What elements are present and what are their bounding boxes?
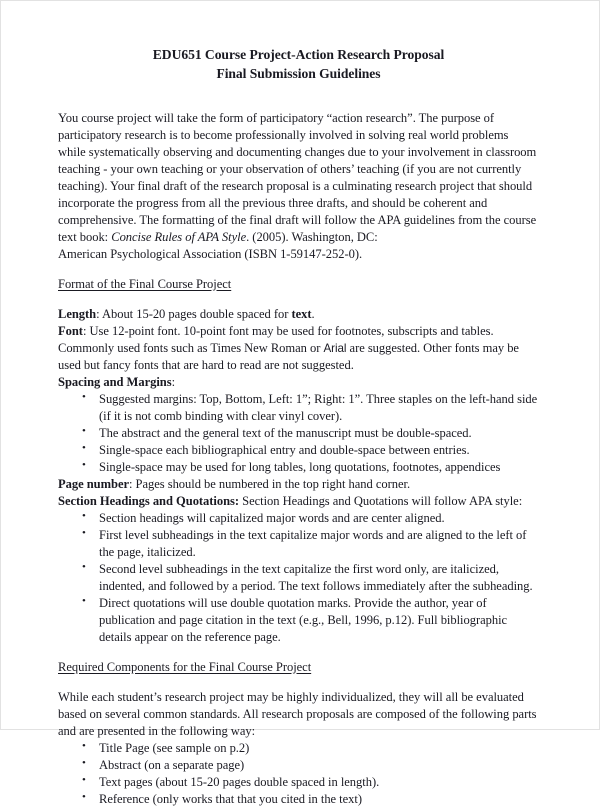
font-text-1: : Use 12-point font. 10-point font may be used for footnotes, subscripts and tables. Commonly used fonts such as Times New Roman or (58, 323, 494, 355)
list-item: • Suggested margins: Top, Bottom, Left: 1”; Right: 1”. Three staples on the left-hand side (if it is not comb binding with clear vinyl cover). (58, 391, 539, 425)
list-item: • Direct quotations will use double quotation marks. Provide the author, year of publication and page citation in the text (e.g., Bell, 1996, p.12). Full bibliographic details appear on the reference page. (58, 595, 539, 646)
length-bold-word: text (291, 306, 312, 321)
page-number-text: : Pages should be numbered in the top right hand corner. (129, 476, 411, 491)
page-title (58, 45, 539, 84)
list-item: • Text pages (about 15-20 pages double spaced in length). (58, 774, 539, 791)
section-headings-list (58, 510, 539, 646)
page-number-line (58, 476, 539, 493)
page-number-label: Page number (58, 476, 130, 491)
spacing-margins-line (58, 374, 539, 391)
spacing-margins-label: Spacing and Margins (58, 374, 172, 389)
section-heading-required-components: Required Components for the Final Course Project (58, 659, 312, 674)
spacer-after-title (58, 84, 539, 110)
document-title-line-2: Final Submission Guidelines (216, 66, 381, 82)
section-headings-label: Section Headings and Quotations: (58, 493, 240, 508)
spacer-before-required-heading (58, 646, 539, 659)
spacer-before-format-heading (58, 263, 539, 276)
list-item: • Single-space may be used for long tables, long quotations, footnotes, appendices (58, 459, 539, 476)
section-headings-line (58, 493, 539, 510)
intro-paragraph-part-2: . (2005). Washington, DC: (246, 229, 378, 244)
spacer-after-format-heading (58, 293, 539, 306)
list-item: • Single-space each bibliographical entry and double-space between entries. (58, 442, 539, 459)
length-text-after: . (311, 306, 315, 321)
book-title-italic: Concise Rules of APA Style (111, 229, 247, 244)
font-label: Font (58, 323, 83, 338)
spacing-margins-colon: : (171, 374, 176, 389)
list-item: • Second level subheadings in the text capitalize the first word only, are italicized, indented, and followed by a period. The text follows immediately after the subheading. (58, 561, 539, 595)
length-line (58, 306, 539, 323)
list-item: • Abstract (on a separate page) (58, 757, 539, 774)
length-text-before: : About 15-20 pages double spaced for (96, 306, 292, 321)
intro-paragraph-part-1: You course project will take the form of participatory “action research”. The purpose of participatory research is to become professionally involved in solving real world problems while systematically observing and documenting changes due to your involvement in classroom teaching - your own teaching or your observation of others’ teaching (if you are not currently teaching). Your final draft of the research proposal is a culminating research project that should incorporate the progress from all the previous three drafts, and should be coherent and comprehensive. The formatting of the final draft will follow the APA guidelines from the course text book: (58, 110, 537, 244)
list-item: • First level subheadings in the text capitalize major words and are aligned to the left of the page, italicized. (58, 527, 539, 561)
required-components-list (58, 740, 539, 808)
spacer-after-required-heading (58, 676, 539, 689)
section-heading-format: Format of the Final Course Project (58, 276, 232, 291)
section-headings-text: Section Headings and Quotations will follow APA style: (239, 493, 523, 508)
document-title-line-1: EDU651 Course Project-Action Research Proposal (152, 47, 445, 62)
font-text-2: are suggested. Other fonts may be used but fancy fonts that are hard to read are not suggested. (58, 340, 519, 372)
required-components-intro: While each student’s research project may be highly individualized, they will all be evaluated based on several common standards. All research proposals are composed of the following parts and are presented in the following way: (58, 689, 537, 738)
intro-paragraph-part-3: American Psychological Association (ISBN 1-59147-252-0). (58, 246, 363, 261)
font-line (58, 323, 539, 374)
list-item: • Reference (only works that that you cited in the text) (58, 791, 539, 808)
document-body (1, 1, 599, 808)
font-sans-word: Arial (323, 341, 347, 355)
list-item: • Title Page (see sample on p.2) (58, 740, 539, 757)
list-item: • The abstract and the general text of the manuscript must be double-spaced. (58, 425, 539, 442)
length-label: Length (58, 306, 97, 321)
intro-paragraph (58, 110, 539, 263)
spacing-margins-list (58, 391, 539, 476)
list-item: • Section headings will capitalized major words and are center aligned. (58, 510, 539, 527)
